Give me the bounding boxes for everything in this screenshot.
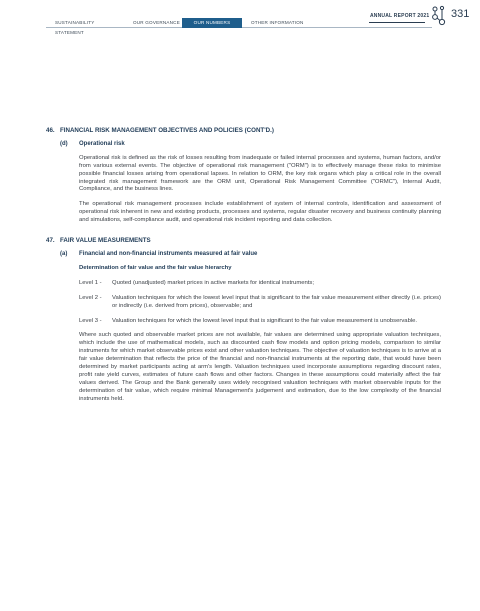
section-nav <box>46 18 432 35</box>
level-text: Valuation techniques for which the lowest level input that is significant to the fair value measurement is unobservable. <box>112 317 418 324</box>
section-46-title: FINANCIAL RISK MANAGEMENT OBJECTIVES AND POLICIES (CONT'D.) <box>60 127 274 134</box>
level-label: Level 3 - <box>79 317 102 324</box>
section-47-number: 47. <box>46 237 55 245</box>
nav-tab-sustainability[interactable]: SUSTAINABILITY STATEMENT <box>46 18 124 28</box>
report-title: ANNUAL REPORT 2021 <box>370 13 430 19</box>
nav-tab-our-numbers[interactable]: OUR NUMBERS <box>182 18 242 28</box>
page-content <box>46 127 441 411</box>
level-label: Level 2 - <box>79 294 102 301</box>
subsection-d-label: (d) <box>60 140 68 147</box>
level-text: Quoted (unadjusted) market prices in active markets for identical instruments; <box>112 279 315 286</box>
hierarchy-level-item <box>79 318 441 326</box>
valuation-techniques-paragraph: Where such quoted and observable market prices are not available, fair values are determined using appropriate valuation techniques, which include the use of mathematical models, such as discounted cash flow models and option pricing models, comparison to similar instruments for which market observable prices exist and other valuation techniques. The objective of valuation techniques is to arrive at a fair value determination that reflects the price of the financial and non-financial instruments at the reporting date, that would have been determined by market participants acting at arm's length. Valuation techniques used incorporate assumptions regarding discount rates, profit rate yield curves, estimates of future cash flows and other factors. Changes in these assumptions could materially affect the fair values derived. The Group and the Bank generally uses widely recognised valuation techniques with market observable inputs for the determination of fair value, which require minimal Management's judgement and estimation, due to the low complexity of the financial instruments held. <box>79 332 441 402</box>
subsection-a-heading <box>60 251 441 259</box>
page-header <box>0 0 480 34</box>
section-47-title: FAIR VALUE MEASUREMENTS <box>60 237 151 245</box>
section-46-number: 46. <box>46 127 55 134</box>
section-47-heading <box>46 237 441 245</box>
subsection-d-heading <box>60 141 441 149</box>
level-label: Level 1 - <box>79 279 102 286</box>
report-title-underline <box>369 22 425 23</box>
subsection-a-title: Financial and non-financial instruments measured at fair value <box>79 250 258 257</box>
page-number: 331 <box>451 8 470 20</box>
operational-risk-paragraph-1: Operational risk is defined as the risk of losses resulting from inadequate or failed internal processes and systems, human factors, and/or from various external events. The objective of operational risk management ("ORM") is to effectively manage these risks to minimise possible financial losses arising from operational lapses. In relation to ORM, the key risk organs which play a critical role in the overall integrated risk management framework are the ORM unit, Operational Risk Management Committee ("ORMC"), Internal Audit, Compliance, and the business lines. <box>79 154 441 193</box>
nav-tab-governance[interactable]: OUR GOVERNANCE <box>124 18 182 28</box>
level-text: Valuation techniques for which the lowest level input that is significant to the fair value measurement either directly (i.e. prices) or indirectly (i.e. derived from prices), observable; and <box>112 294 441 309</box>
subsection-d-title: Operational risk <box>79 140 125 147</box>
hierarchy-level-item <box>79 295 441 311</box>
subsection-a-label: (a) <box>60 250 68 257</box>
fair-value-hierarchy-subheading: Determination of fair value and the fair value hierarchy <box>79 264 232 271</box>
logo-icon <box>430 5 448 27</box>
section-46-heading <box>46 127 441 135</box>
operational-risk-paragraph-2: The operational risk management processes include establishment of system of internal controls, identification and assessment of operational risk inherent in new and existing products, processes and systems, regular disaster recovery and business continuity planning and simulations, self-compliance audit, and operational risk incident reporting and data collection. <box>79 201 441 224</box>
hierarchy-level-item <box>79 280 441 288</box>
nav-tab-other-information[interactable]: OTHER INFORMATION <box>242 18 432 28</box>
